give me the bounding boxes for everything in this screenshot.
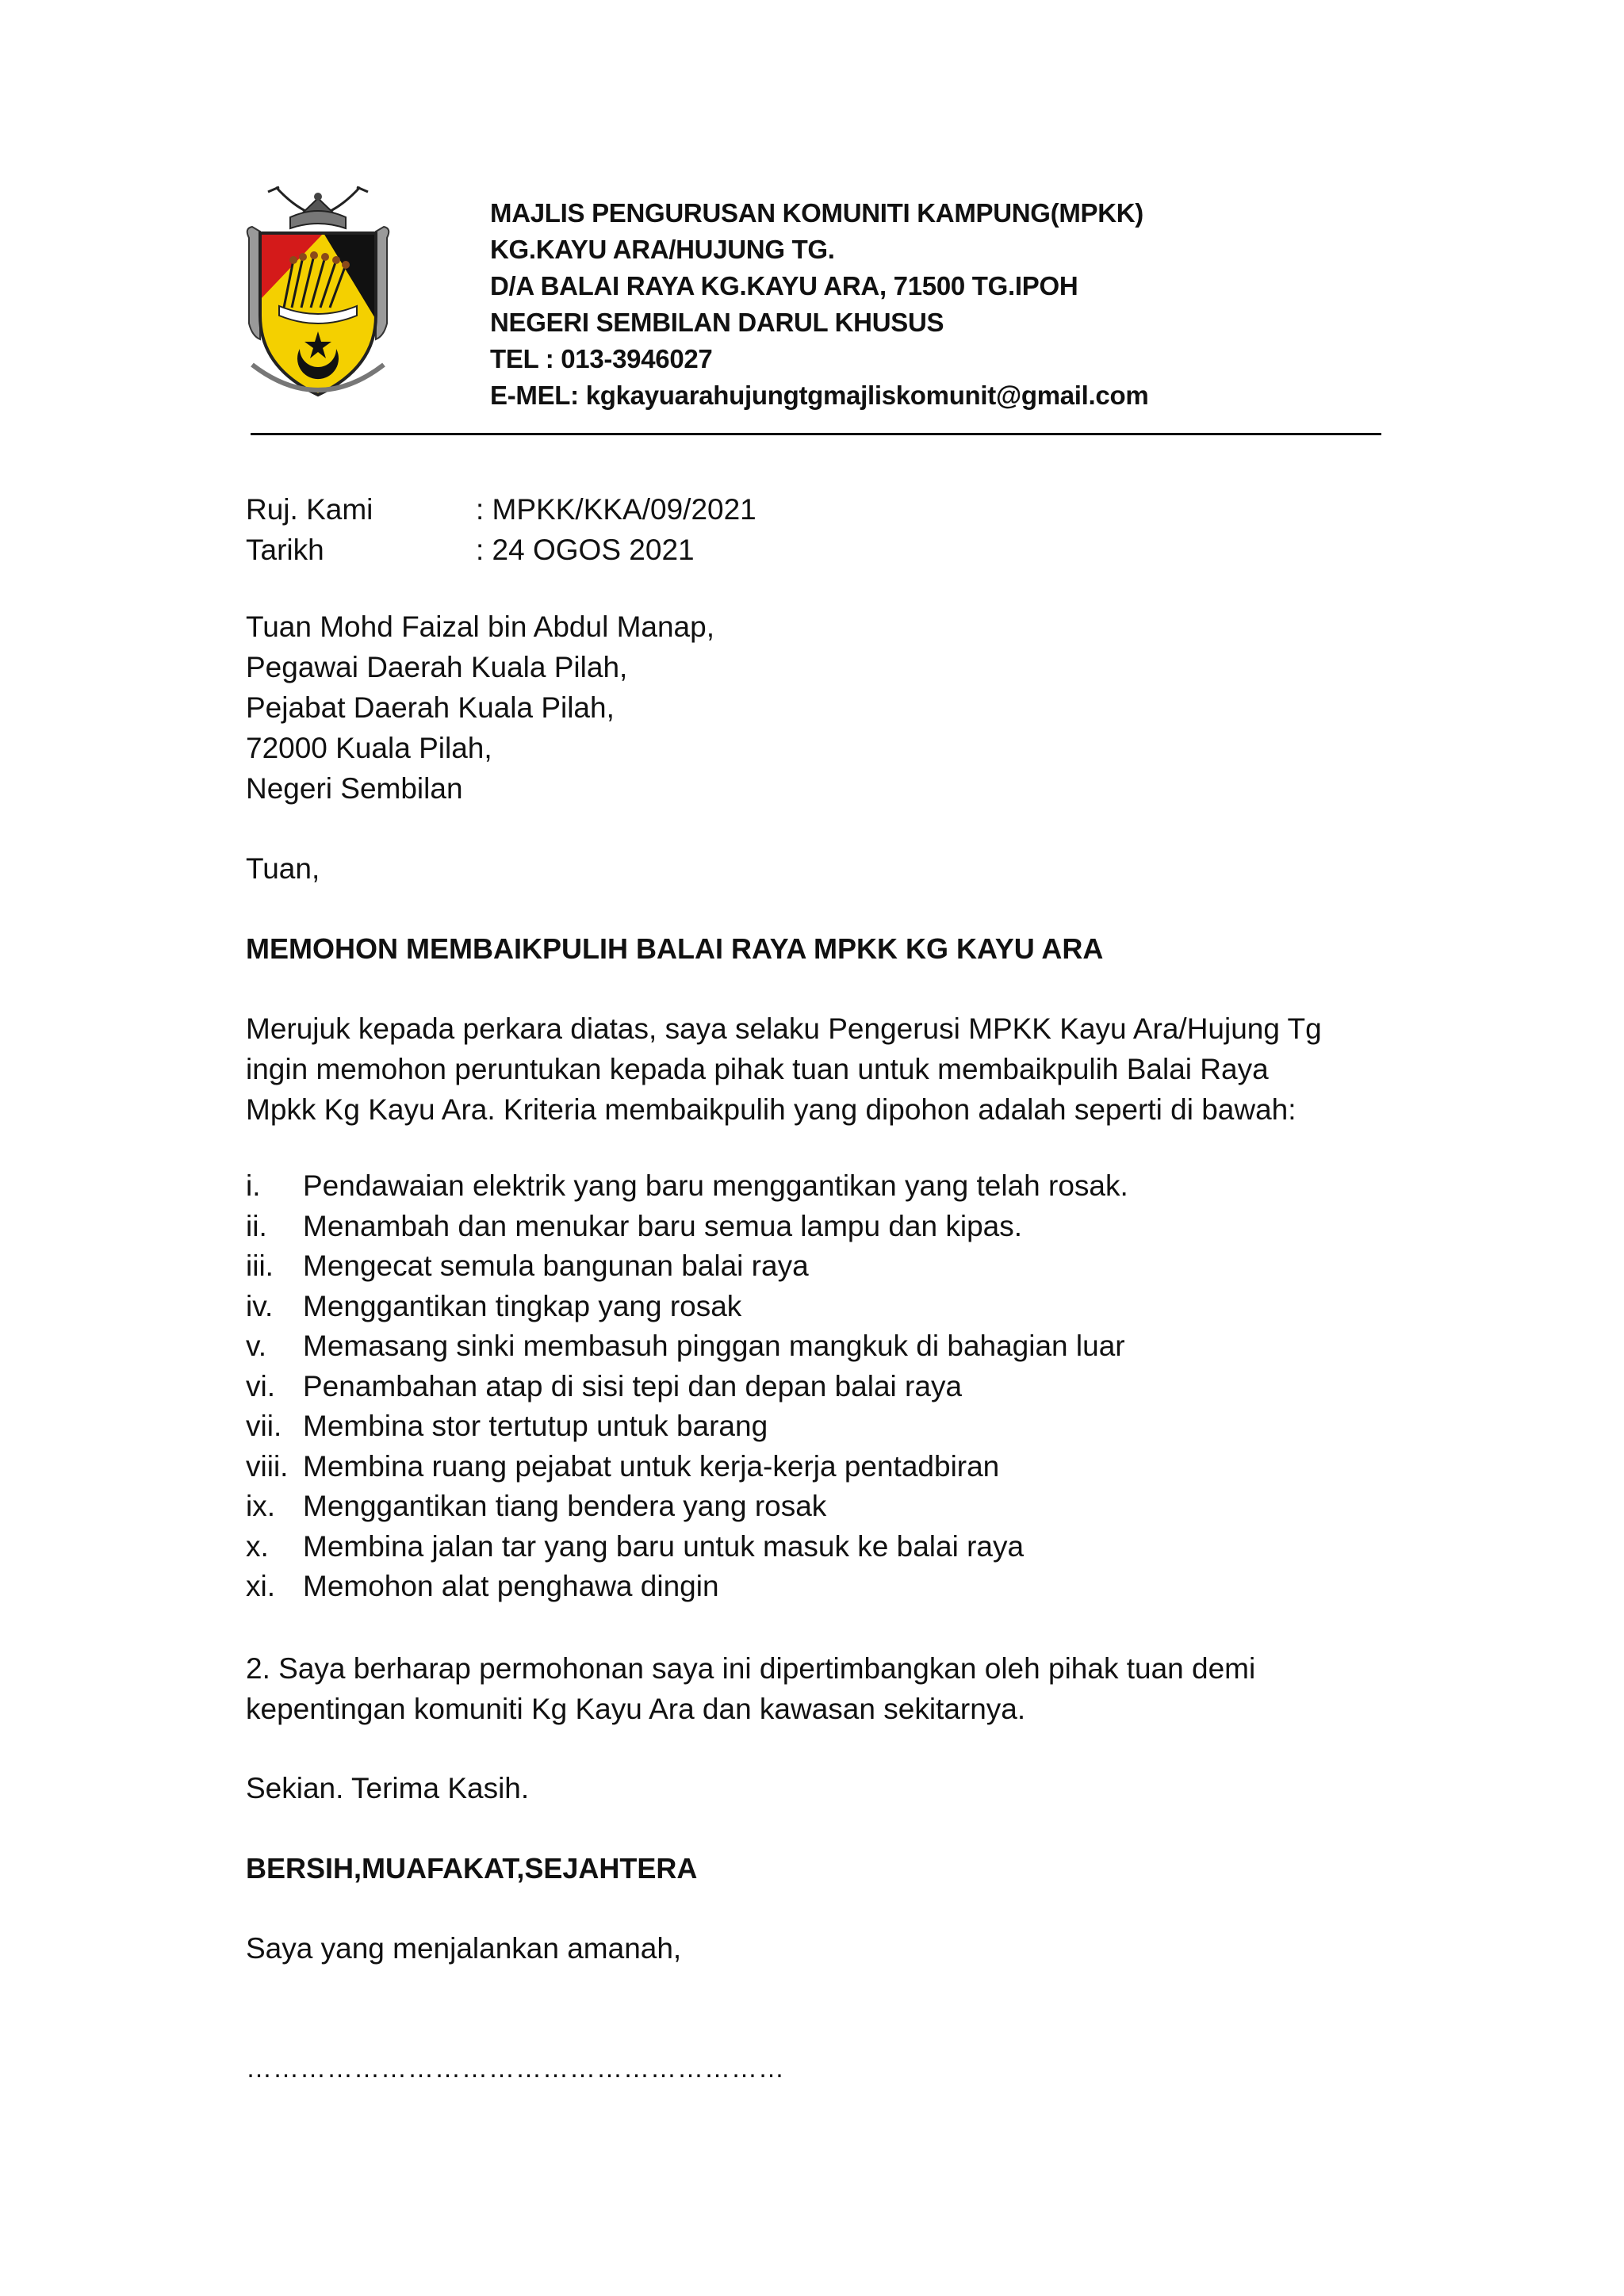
intro-line: Mpkk Kg Kayu Ara. Kriteria membaikpulih yang dipohon adalah seperti di bawah: <box>246 1093 1297 1126</box>
recipient-address <box>246 607 714 809</box>
list-item-number: viii. <box>246 1449 289 1483</box>
list-item-number: ix. <box>246 1490 275 1522</box>
letterhead-phone: TEL : 013-3946027 <box>490 344 713 373</box>
letterhead-organization: MAJLIS PENGURUSAN KOMUNITI KAMPUNG(MPKK) <box>490 198 1143 228</box>
list-item-number: ii. <box>246 1209 267 1242</box>
list-item-text: Membina ruang pejabat untuk kerja-kerja pentadbiran <box>303 1449 1000 1483</box>
recipient-name: Tuan Mohd Faizal bin Abdul Manap, <box>246 610 714 643</box>
recipient-office: Pejabat Daerah Kuala Pilah, <box>246 691 615 724</box>
letter-subject: MEMOHON MEMBAIKPULIH BALAI RAYA MPKK KG KAYU ARA <box>246 932 1104 965</box>
recipient-postcode: 72000 Kuala Pilah, <box>246 732 492 764</box>
list-item-text: Memasang sinki membasuh pinggan mangkuk di bahagian luar <box>303 1330 1125 1362</box>
list-item-text: Membina jalan tar yang baru untuk masuk ke balai raya <box>303 1529 1025 1563</box>
letterhead-village: KG.KAYU ARA/HUJUNG TG. <box>490 235 835 264</box>
list-item-text: Menggantikan tingkap yang rosak <box>303 1289 742 1322</box>
letterhead-address: D/A BALAI RAYA KG.KAYU ARA, 71500 TG.IPOH <box>490 271 1078 300</box>
list-item-text: Pendawaian elektrik yang baru menggantikan yang telah rosak. <box>303 1169 1128 1202</box>
list-item-text: Mengecat semula bangunan balai raya <box>303 1249 809 1282</box>
list-item-number: v. <box>246 1330 267 1362</box>
negeri-sembilan-crest-icon <box>244 181 392 404</box>
thanks-text: Sekian. Terima Kasih. <box>246 1772 530 1804</box>
list-item-number: iii. <box>246 1249 274 1282</box>
recipient-state: Negeri Sembilan <box>246 772 463 805</box>
list-item-number: iv. <box>246 1289 274 1322</box>
signoff-text: Saya yang menjalankan amanah, <box>246 1932 682 1965</box>
list-item-number: vii. <box>246 1410 282 1442</box>
salutation: Tuan, <box>246 852 320 885</box>
closing-line: kepentingan komuniti Kg Kayu Ara dan kawasan sekitarnya. <box>246 1693 1026 1725</box>
list-item-text: Memohon alat penghawa dingin <box>303 1570 719 1602</box>
letterhead-divider <box>251 433 1381 435</box>
list-item-text: Membina stor tertutup untuk barang <box>303 1410 768 1442</box>
list-item-number: vi. <box>246 1369 275 1402</box>
reference-value: : MPKK/KKA/09/2021 <box>476 493 756 526</box>
closing-line: 2. Saya berharap permohonan saya ini dipertimbangkan oleh pihak tuan demi <box>246 1652 1256 1685</box>
closing-paragraph <box>246 1648 1255 1729</box>
reference-label: Ruj. Kami <box>246 493 373 526</box>
list-item-text: Menambah dan menukar baru semua lampu dan kipas. <box>303 1209 1023 1242</box>
list-item-text: Penambahan atap di sisi tepi dan depan balai raya <box>303 1369 963 1402</box>
letterhead <box>490 195 1148 414</box>
date-label: Tarikh <box>246 534 324 566</box>
letterhead-email: E-MEL: kgkayuarahujungtgmajliskomunit@gmail.com <box>490 381 1149 410</box>
letterhead-state: NEGERI SEMBILAN DARUL KHUSUS <box>490 308 944 337</box>
list-item-number: xi. <box>246 1570 275 1602</box>
recipient-title: Pegawai Daerah Kuala Pilah, <box>246 651 628 683</box>
list-item-number: i. <box>246 1169 261 1202</box>
list-item-number: x. <box>246 1529 269 1563</box>
motto-text: BERSIH,MUAFAKAT,SEJAHTERA <box>246 1852 698 1885</box>
intro-paragraph <box>246 1008 1322 1130</box>
date-value: : 24 OGOS 2021 <box>476 534 695 566</box>
intro-line: ingin memohon peruntukan kepada pihak tuan untuk membaikpulih Balai Raya <box>246 1053 1269 1085</box>
intro-line: Merujuk kepada perkara diatas, saya selaku Pengerusi MPKK Kayu Ara/Hujung Tg <box>246 1012 1322 1045</box>
list-item-text: Menggantikan tiang bendera yang rosak <box>303 1490 827 1522</box>
signature-line: …………………………………………………… <box>246 2053 785 2083</box>
